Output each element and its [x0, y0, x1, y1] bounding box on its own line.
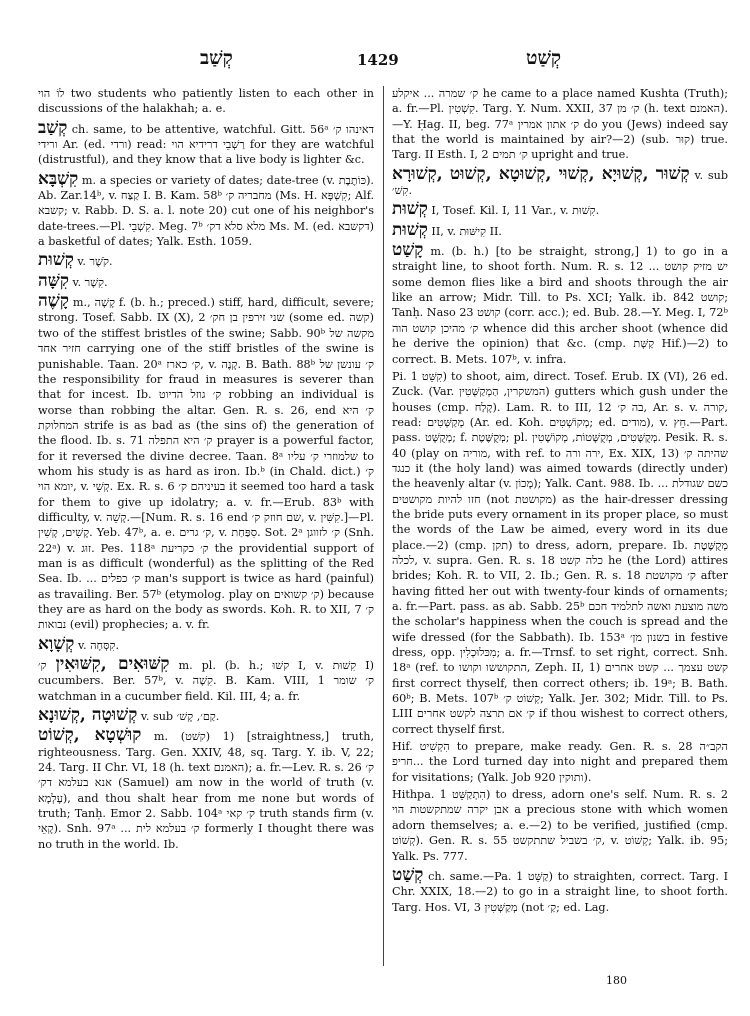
entry-text: Pi. קִשֵּׁט 1) to shoot, aim, direct. Tosef. Erub. IX (VI), 26 ed. Zuck. (Var. המשקרין, הַמְקַשְּׁטִין) gutters which gush under the houses (cmp. קָלַח). Lam. R. to III, 12 בה ק׳, Ar. s. v. קורה, read: מְקַשְּׁטִים (Ar. ed. Koh. מְקוֹשְׁטִים; ed. מודים), v. חֵץ.—Part. pass. מְקֻשָּׁט; f. מְקֻשֶּׁטֶת; pl. מְקֻשָּׁטִים, מְקֻשָּׁטוֹת, מְקוֹשָׁטִין. Pesik. R. s. 40 (play on מוריה, with ref. to ירה ורה, Ex. XIX, 13) שהיתה ק׳ כנגד it (the holy land) was aimed towards (directly under) the heavenly altar (v. מָכוֹן); Yalk. Cant. 988. Ib. ... כשם שגודלת חזו להיות מקושטים (not מקושטת) as the hair-dresser dressing the bride puts every ornament in its proper place, so must the words of the Law be aimed, every word in its due place.—2) (cmp. תקן) to dress, adorn, prepare. Ib. מְקֻשֶּׁטֶת לכלה, v. supra. Gen. R. s. 18 כלה קשט he (the Lord) attires brides; Koh. R. to VII, 2. Ib.; Gen. R. s. 18 ק׳ מקושטת after having fitted her out with twenty-four kinds of ornaments; a. fr.—Part. pass. as ab. Sabb. 25ᵇ משה מוצעת ואשה לתלמיד חכם the scholar's happiness when the couch is spread and the wife dressed (for the Sabbath). Ib. 153ᵃ בשנון מן׳ in festive dress, opp. מִכּלוּכְלִין; a. fr.—Trnsf. to set right, correct. Snh. 18ᵃ (ref. to התקוששו וקושו, Zeph. II, 1) קשט עצמך ... קשט אחרים first correct thyself, then correct others; ib. 19ᵃ; B. Bath. 60ᵇ; B. Mets. 107ᵇ קְשׁוֹט ק׳; Yalk. Jer. 302; Midr. Till. to Ps. LIII ק׳ אם תרצה לקשט אחרים if thou wishest to correct others, correct thyself first. — [392, 369, 728, 736]
dictionary-entry — [38, 119, 374, 168]
entry-headword: קְשָׁוָא — [38, 633, 75, 654]
dictionary-entry — [392, 221, 728, 239]
entry-text: v. קִסְּחָה. — [77, 638, 120, 652]
dictionary-entry — [38, 86, 374, 117]
entry-text: Hithpa. הִתְקַשֵּׁט 1) to dress, adorn one's self. Num. R. s. 2 אבן יקרה שמתקשטות הוי a precious stone with which women adorn themselves; a. e.—2) to be verified, justified (cmp. קְשׁוֹט). Gen. R. s. 55 ק׳ בשביל שתתקשט, v. קְשׁוֹט; Yalk. ib. 95; Yalk. Ps. 777. — [392, 788, 728, 863]
entry-headword: קָשֶׁה — [38, 291, 69, 312]
column-divider — [383, 86, 384, 966]
entry-headword: קְשַׁט — [392, 864, 424, 885]
dictionary-entry — [392, 369, 728, 737]
dictionary-entry — [392, 241, 728, 367]
entry-text: m. (קשׁט) 1) [straightness,] truth, righteousness. Targ. Gen. XXIV, 48, sq. Targ. Y. ib. V, 22; 24. Targ. II Chr. VI, 18 (h. text האמנם); a. fr.—Lev. R. s. 26 ק׳ אנא בעלמא דק׳ (Samuel) am now in the world of truth (v. עָלְמָא), and thou shalt hear from me none but words of truth; Tanḥ. Emor 2. Sabb. 104ᵃ ק׳ קאי truth stands firm (v. קָאֵי). Snh. 97ᵃ ... ק׳ בעלמא לית formerly I thought there was no truth in the world. Ib. — [38, 730, 374, 851]
dictionary-entry — [38, 292, 374, 633]
dictionary-entry — [392, 200, 728, 218]
entry-text: ch. same.—Pa. קַשֵּׁט 1) to straighten, correct. Targ. I Chr. XXIX, 18.—2) to go in a straight line, to shoot forth. Targ. Hos. VI, 3 מְקַשְּׁטִין (not קַ׳; ed. Lag. — [392, 869, 728, 914]
dictionary-entry — [38, 706, 374, 724]
entry-text: Hif. הִקְשִׁיט to prepare, make ready. Gen. R. s. 28 הקב״ה חריפ... the Lord turned day into night and prepared them for visitations; (Yalk. Job 920 ותוקין). — [392, 740, 728, 784]
signature-number: 180 — [606, 974, 627, 987]
entry-text: m., קָשָׁה f. (b. h.; preced.) stiff, hard, difficult, severe; strong. Tosef. Sabb. IX (X), 2 שני זירפין בן חק׳ (some ed. קשה) two of the stiffest bristles of the swine; Sabb. 90ᵇ מקשה של חזיר אחד carrying one of the stiff bristles of the swine is punishable. Taan. 20ᵃ ק׳ כארז, v. קָנֶה. B. Bath. 88ᵇ ק׳ עונשן של the responsibility for fraud in measures is severer than that for incest. Ib. ק׳ גוזל הדיוט robbing an individual is worse than robbing the altar. Gen. R. s. 26, end ק׳ היא המחלוקת strife is as bad as (the sins of) the generation of the flood. Ib. s. 71 ק׳ היא התפלה prayer is a powerful factor, for it reversed the divine decree. Taan. 8ᵃ שלמוזרי ק׳ עליו to whom his study is as hard as iron. Ib.ᵇ (in Chald. dict.) ק׳ יומא הוי, v. קְשֵׁי. Ex. R. s. 6 בעיניהם ק׳ it seemed too hard a task for them to give up idolatry; a. v. fr.—Erub. 83ᵇ with difficulty, v. קָשֵׁה.—[Num. R. s. 16 end שם חוזק ק׳, v. קִשִּׁין.]—Pl. קָשִׁים, קָשִׁין. Yeb. 47ᵇ, a. e. ק׳ גרים, v. סִפַּחַת. Sot. 2ᵃ ק׳ לזווגן (Snh. 22ᵃ) v. זוּג. Pes. 118ᵃ ק׳ כקריעת the providential support of man is as difficult (wonderful) as the splitting of the Red Sea. Ib. ... ק׳ כפלים man's support is twice as hard (painful) as travailing. Ber. 57ᵇ (etymolog. play on ק׳ קשואים) because they are as hard on the body as swords. Koh. R. to XII, 7 ק׳ נבואות (evil) prophecies; a. v. fr. — [38, 296, 374, 632]
entry-headword: קִשָּׁה — [38, 270, 69, 291]
dictionary-entry — [38, 251, 374, 269]
dictionary-entry — [38, 655, 374, 704]
entry-headword: קְשׁוּטָה ,קְשׁוּנָא — [38, 705, 138, 726]
entry-headword: קוּשְׁטָא ,קְשׁוֹט — [38, 725, 142, 746]
right-column — [392, 86, 728, 986]
entry-text: ק׳ שמרה ... איקלע he came to a place named Kushta (Truth); a. fr.—Pl. קִשְׁטִין. Targ. Y. Num. XXII, 37 ק׳ מן (h. text האמנם).—Y. Ḥag. II, beg. 77ᵃ ק׳ אתון אמרין do you (Jews) indeed say that the world is maintained by air?—2) (sub. קוּר) true. Targ. II Esth. I, 2 ק׳ תמים upright and true. — [392, 87, 728, 162]
running-head-right: קְשַׁט — [526, 47, 562, 69]
dictionary-entry — [38, 726, 374, 852]
dictionary-entry — [38, 272, 374, 290]
entry-headword: קְשׁוּת — [392, 199, 428, 220]
entry-text: II, v. קִישּׁוּת II. — [431, 224, 502, 238]
entry-text: ק׳ m. pl. (b. h.; קשׁוּ I, v. קִשׁוּת I) cucumbers. Ber. 57ᵇ, v. קִשָׁה. B. Kam. VIII, 1 ק׳ שומר watchman in a cucumber field. Kil. III, 4; a. fr. — [38, 659, 374, 703]
entry-headword: קְשַׁב — [38, 117, 68, 138]
dictionary-entry — [392, 739, 728, 785]
running-head-left: קְשַׁב — [200, 47, 233, 69]
dictionary-entry — [392, 86, 728, 163]
entry-headword: קִשּׁוּאִים ,קִשּׁוּאִין — [55, 654, 170, 675]
left-column — [38, 86, 374, 986]
entry-text: ch. same, to be attentive, watchful. Gitt. 56ᵃ דאינהו ק׳ ורידי Ar. (ed. ורדי) read: רַשְׁבֵי דרידיא הוי for they are watchful (distrustful), and they know that a live body is lighter &c. — [38, 122, 374, 167]
entry-text: m. a species or variety of dates; date-tree (v. כּוֹתֶבֶת). Ab. Zar.14ᵇ, v. קַצַּח I. B. Kam. 58ᵇ מחבריה ק׳ (Ms. H. קִשְׁפָּא; Alf. קשבא; v. Rabb. D. S. a. l. note 20) cut one of his neighbor's date-trees.—Pl. קִשְׁבֵי. Meg. 7ᵇ מלא סלא דק׳ Ms. M. (ed. דקשבא) a basketful of dates; Yalk. Esth. 1059. — [38, 173, 374, 249]
dictionary-entry — [392, 165, 728, 199]
entry-text: לוֹ הוי two students who patiently listen to each other in discussions of the halakhah; a. e. — [38, 87, 374, 116]
entry-headword: קְשׁוּת — [392, 219, 428, 240]
entry-headword: קְשׁוּר ,קְשׁוּיָא ,קְשׁוּי ,קְשׁוּטָא ,קְשׁוּט ,קְשׁוּרָא — [392, 163, 690, 184]
entry-text: m. (b. h.) [to be straight, strong,] 1) to go in a straight line, to shoot forth. Num. R. s. 12 ... יש מזיק קושט some demon flies like a bird and shoots through the air like an arrow; Midr. Till. to Ps. XCI; Yalk. ib. 842 קושט; Tanḥ. Naso 23 קושט (corr. acc.); ed. Bub. 28.—Y. Meg. I, 72ᵇ ק׳ מהיכן קושט הוה whence did this archer shoot (whence did he derive the opinion) that &c. (cmp. קַשָּׁת Hif.)—2) to correct. B. Mets. 107ᵇ, v. infra. — [392, 245, 728, 366]
entry-text: v. קִשָׁר. — [72, 275, 108, 289]
entry-headword: קָשַׁט — [392, 240, 424, 261]
entry-headword: קְשׁוּת — [38, 250, 74, 271]
entry-headword: קִשְׁבָּא — [38, 168, 79, 189]
dictionary-entry — [392, 866, 728, 915]
entry-text: v. קֹשֶׁר. — [77, 255, 113, 269]
entry-text: v. sub קִשׁ׳. — [392, 168, 728, 198]
page-number: 1429 — [357, 51, 399, 69]
dictionary-entry — [392, 787, 728, 864]
dictionary-entry — [38, 170, 374, 250]
entry-text: I, Tosef. Kil. I, 11 Var., v. קִשׁוּת. — [431, 204, 600, 218]
dictionary-entry — [38, 635, 374, 653]
entry-text: v. sub קַם׳, קָשׁ׳. — [140, 710, 220, 724]
